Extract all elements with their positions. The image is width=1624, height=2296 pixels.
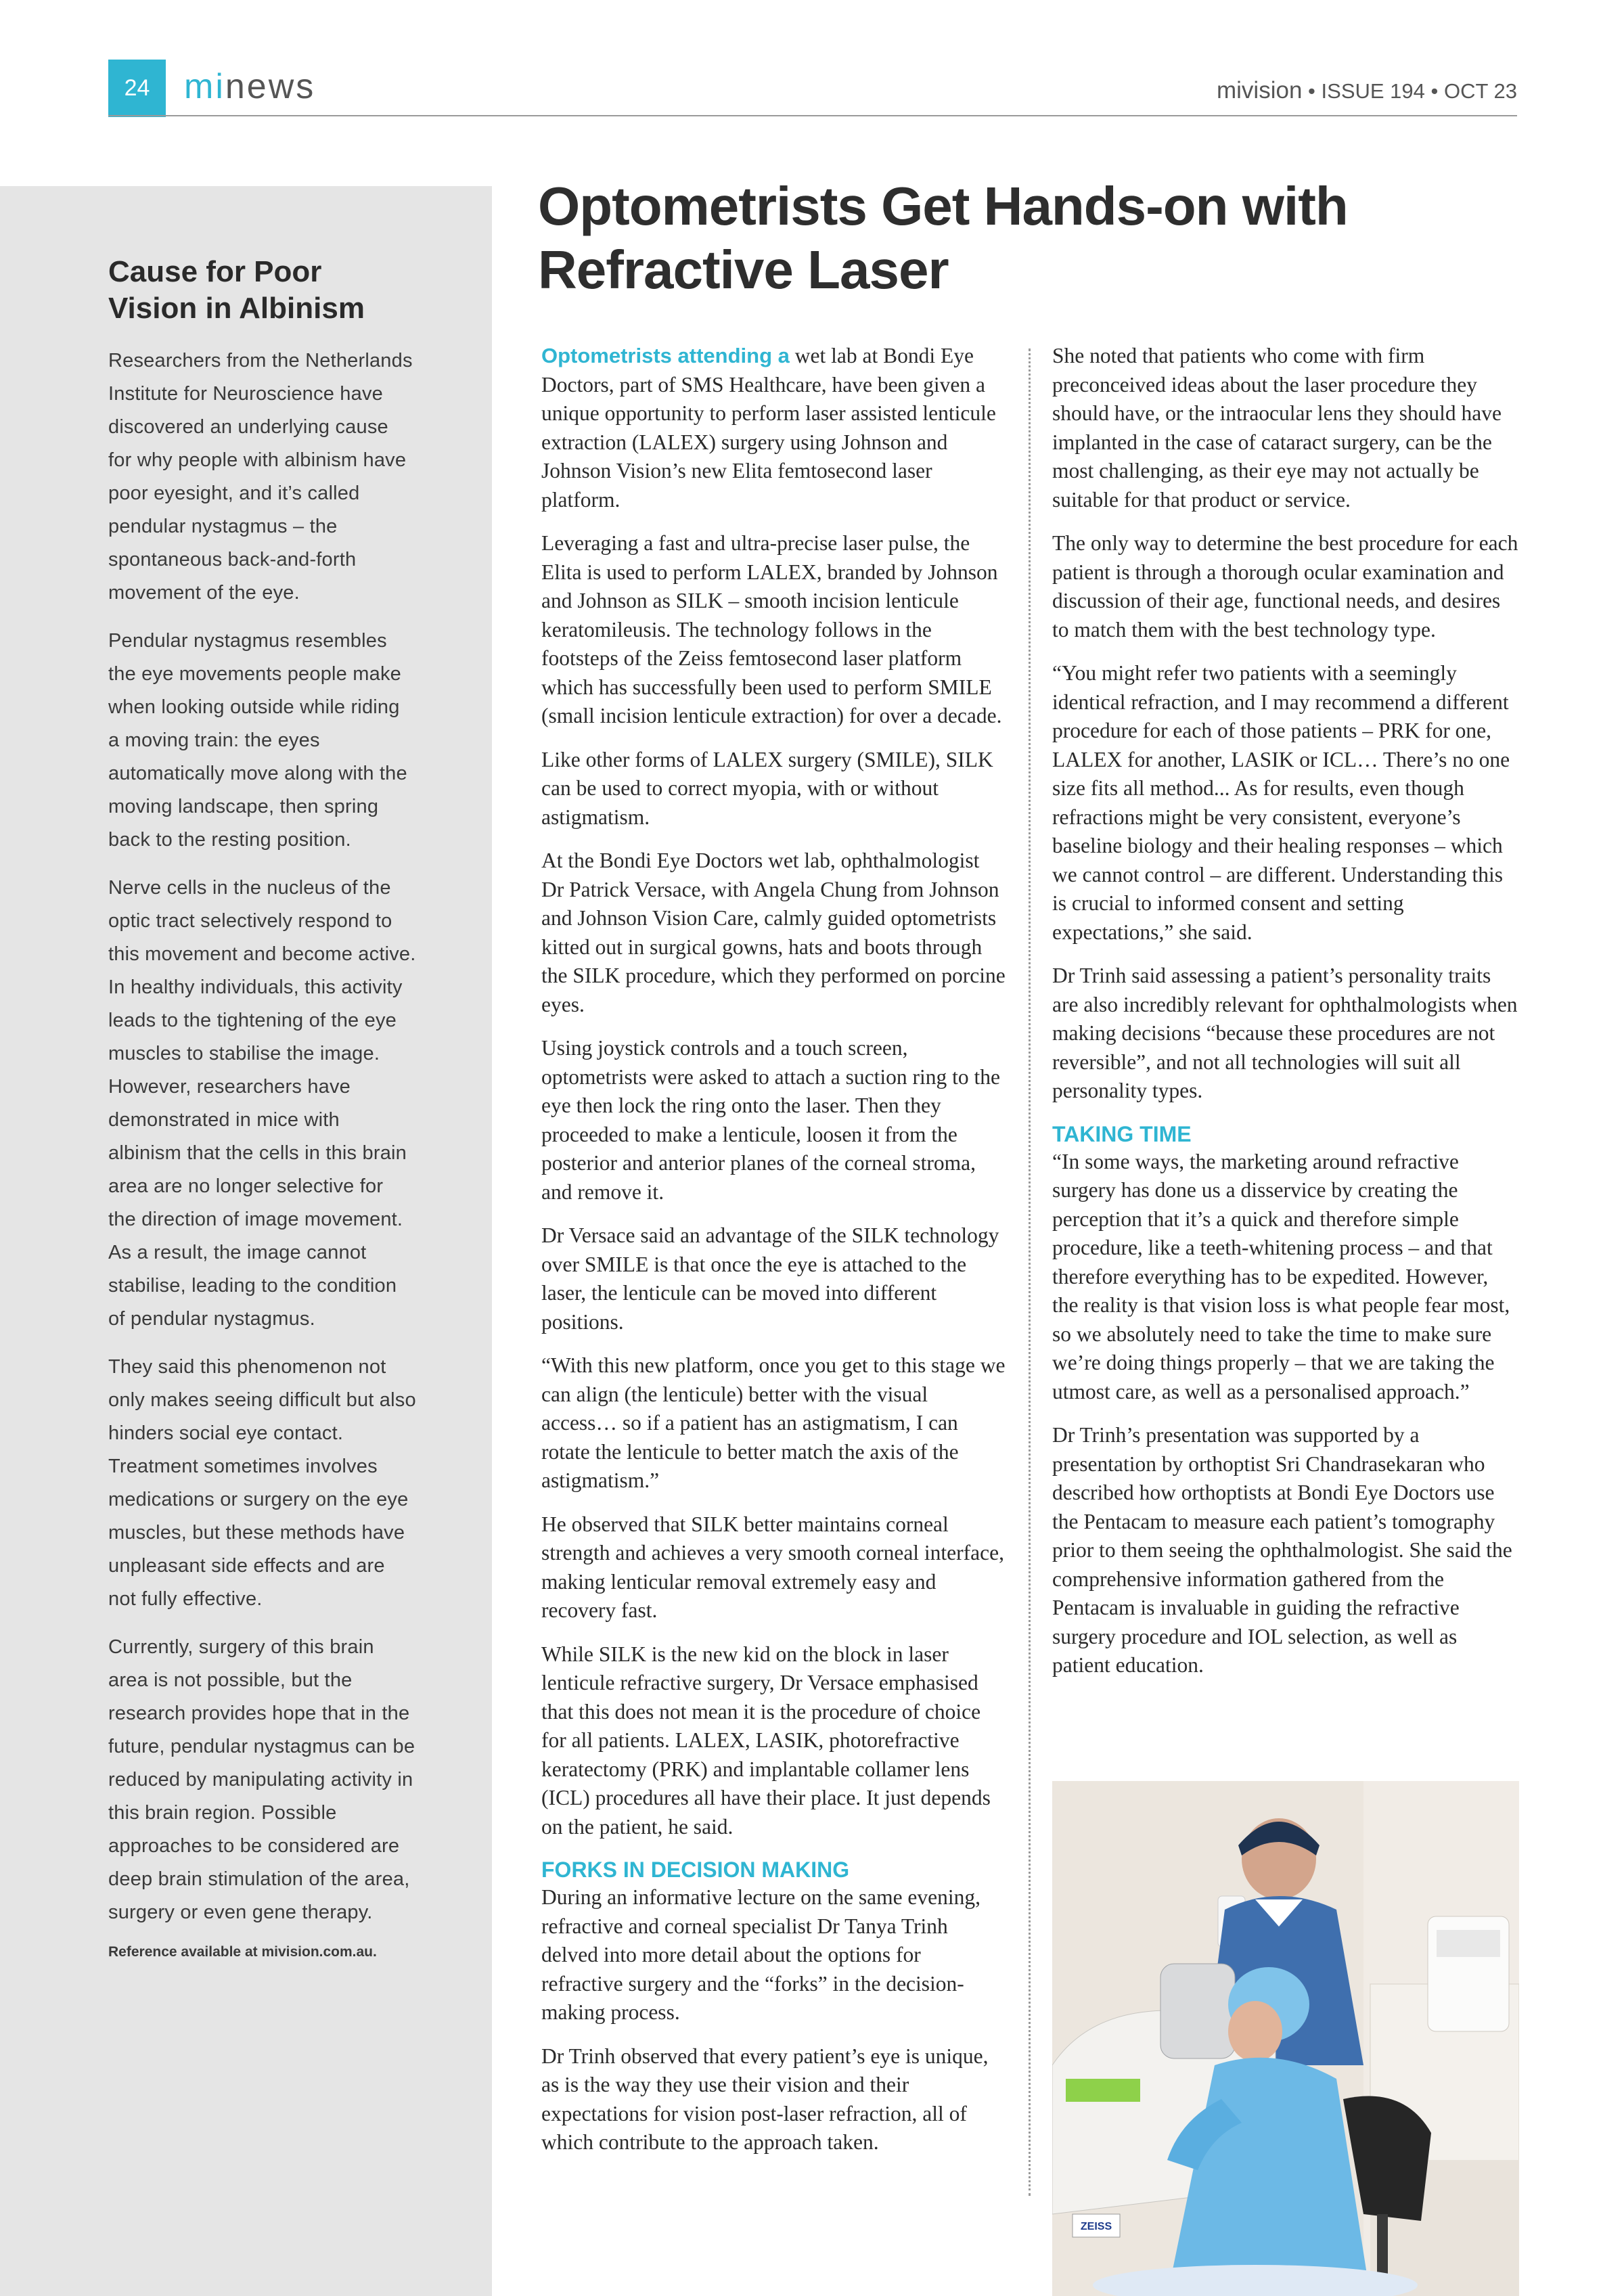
page-number: 24: [108, 60, 166, 117]
article-paragraph: Dr Trinh’s presentation was supported by a presentation by orthoptist Sri Chandrasekaran who described how orthoptists at Bondi Eye Doctors use the Pentacam to measure each patient’s tomography prior to them seeing the ophthalmologist. She said the comprehensive information gathered from the Pentacam is invaluable in guiding the refractive surgery procedure and IOL selection, as well as patient education.: [1052, 1423, 1512, 1677]
article-paragraph: Like other forms of LALEX surgery (SMILE), SILK can be used to correct myopia, with or without astigmatism.: [541, 747, 993, 829]
article-paragraph: During an informative lecture on the same evening, refractive and corneal specialist Dr Tanya Trinh delved into more detail about the options for refractive surgery and the “forks” in the decision-making process.: [541, 1885, 981, 2024]
subheading-forks: FORKS IN DECISION MAKING: [541, 1858, 850, 1882]
article-paragraph: He observed that SILK better maintains corneal strength and achieves a very smooth corneal interface, making lenticular removal extremely easy and recovery fast.: [541, 1512, 1004, 1622]
sidebar-content: [108, 254, 416, 1960]
separator-dot: •: [1308, 79, 1315, 103]
article-column-1: [541, 342, 1007, 2172]
sidebar-paragraph: They said this phenomenon not only makes seeing difficult but also hinders social eye contact. Treatment sometimes involves medications or surgery on the eye muscles, but these methods have unpleasant side effects and are not fully effective.: [108, 1356, 416, 1610]
article-column-2: [1052, 342, 1519, 1695]
sidebar-panel: [0, 186, 492, 2296]
section-title: [184, 62, 315, 111]
sidebar-reference: Reference available at mivision.com.au.: [108, 1944, 377, 1960]
article-paragraph: “In some ways, the marketing around refractive surgery has done us a disservice by creating the perception that it’s a quick and therefore simple procedure, like a teeth-whitening process – and that therefore everything has to be expedited. However, the reality is that vision loss is what people fear most, so we absolutely need to take the time to make sure we’re doing things properly – that we are taking the utmost care, as well as a personalised approach.”: [1052, 1149, 1510, 1403]
article-photo: [1052, 1781, 1519, 2296]
section-title-prefix: mi: [184, 67, 225, 106]
lead-in: Optometrists attending a: [541, 344, 790, 367]
header-divider: [108, 115, 1517, 116]
green-label: [1066, 2079, 1140, 2102]
subheading-taking-time: TAKING TIME: [1052, 1121, 1192, 1146]
article-title: Optometrists Get Hands-on with Refractive Laser: [538, 176, 1348, 300]
article-paragraph: Dr Versace said an advantage of the SILK technology over SMILE is that once the eye is attached to the laser, the lenticule can be moved into different positions.: [541, 1223, 999, 1334]
separator-dot: •: [1430, 79, 1439, 103]
issue-number: ISSUE 194: [1321, 79, 1425, 103]
article-paragraph: Dr Trinh observed that every patient’s eye is unique, as is the way they use their vision and their expectations for vision post-laser refraction, all of which contribute to the approach taken.: [541, 2044, 989, 2154]
section-title-suffix: news: [225, 67, 316, 106]
article-paragraph: Using joystick controls and a touch screen, optometrists were asked to attach a suction ring to the eye then lock the ring onto the laser. Then they proceeded to make a lenticule, loosen it from the posterior and anterior planes of the corneal stroma, and remove it.: [541, 1036, 1000, 1204]
issue-date: OCT 23: [1444, 79, 1517, 103]
column-divider: [1029, 348, 1031, 2196]
article-paragraph: Dr Trinh said assessing a patient’s personality traits are also incredibly relevant for ophthalmologists when making decisions “because these procedures are not reversible”, and not all technologies will suit all personality types.: [1052, 964, 1518, 1102]
article-paragraph: [541, 342, 1007, 514]
article-paragraph: At the Bondi Eye Doctors wet lab, ophthalmologist Dr Patrick Versace, with Angela Chung from Johnson and Johnson Vision Care, calmly guided optometrists kitted out in surgical gowns, hats and boots through the SILK procedure, which they performed on porcine eyes.: [541, 849, 1006, 1016]
sidebar-paragraph: Researchers from the Netherlands Institute for Neuroscience have discovered an underlying cause for why people with albinism have poor eyesight, and it’s called pendular nystagmus – the spontaneous back-and-forth movement of the eye.: [108, 350, 413, 604]
sidebar-paragraph: Pendular nystagmus resembles the eye movements people make when looking outside while riding a moving train: the eyes automatically move along with the moving landscape, then spring back to the resting position.: [108, 630, 407, 851]
article-paragraph: While SILK is the new kid on the block in laser lenticule refractive surgery, Dr Versace emphasised that this does not mean it is the procedure of choice for all patients. LALEX, LASIK, photorefractive keratectomy (PRK) and implantable collamer lens (ICL) procedures all have their place. It just depends on the patient, he said.: [541, 1642, 991, 1839]
laser-optics-head: [1160, 1964, 1235, 2058]
magazine-name: mivision: [1217, 77, 1303, 104]
issue-info: [1217, 73, 1517, 109]
optometrist-face: [1228, 2001, 1282, 2062]
paragraph-text: wet lab at Bondi Eye Doctors, part of SMS Healthcare, have been given a unique opportunity to perform laser assisted lenticule extraction (LALEX) surgery using Johnson and Johnson Vision’s new Elita femtosecond laser platform.: [541, 344, 996, 512]
air-purifier-grille: [1437, 1930, 1500, 1957]
article-paragraph: “You might refer two patients with a seemingly identical refraction, and I may recommend a different procedure for each of those patients – PRK for one, LALEX for another, LASIK or ICL… There’s no one size fits all method... As for results, even though refractions might be very consistent, everyone’s baseline biology and their healing responses – which we cannot control – are different. Understanding this is crucial to informed consent and setting expectations,” she said.: [1052, 661, 1510, 944]
article-paragraph: The only way to determine the best procedure for each patient is through a thorough ocular examination and discussion of their age, functional needs, and desires to match them with the best technology type.: [1052, 531, 1518, 641]
sidebar-paragraph: Nerve cells in the nucleus of the optic tract selectively respond to this movement and become active. In healthy individuals, this activity leads to the tightening of the eye muscles to stabilise the image. However, researchers have demonstrated in mice with albinism that the cells in this brain area are no longer selective for the direction of image movement. As a result, the image cannot stabilise, leading to the condition of pendular nystagmus.: [108, 877, 416, 1330]
surgery-photo-illustration: [1052, 1781, 1519, 2296]
article-paragraph: “With this new platform, once you get to this stage we can align (the lenticule) better with the visual access… so if a patient has an astigmatism, I can rotate the lenticule to better match the axis of the astigmatism.”: [541, 1353, 1006, 1492]
article-paragraph: She noted that patients who come with firm preconceived ideas about the laser procedure they should have, or the intraocular lens they should have implanted in the case of cataract surgery, can be the most challenging, as their eye may not actually be suitable for that product or service.: [1052, 344, 1502, 512]
article-paragraph: Leveraging a fast and ultra-precise laser pulse, the Elita is used to perform LALEX, branded by Johnson and Johnson as SILK – smooth incision lenticule keratomileusis. The technology follows in the footsteps of the Zeiss femtosecond laser platform which has successfully been used to perform SMILE (small incision lenticule extraction) for over a decade.: [541, 531, 1002, 727]
brand-plate-text: ZEISS: [1080, 2221, 1112, 2232]
sidebar-paragraph: Currently, surgery of this brain area is not possible, but the research provides hope that in the future, pendular nystagmus can be reduced by manipulating activity in this brain region. Possible approaches to be considered are deep brain stimulation of the area, surgery or even gene therapy.: [108, 1636, 415, 1923]
sidebar-heading: Cause for Poor Vision in Albinism: [108, 255, 365, 325]
